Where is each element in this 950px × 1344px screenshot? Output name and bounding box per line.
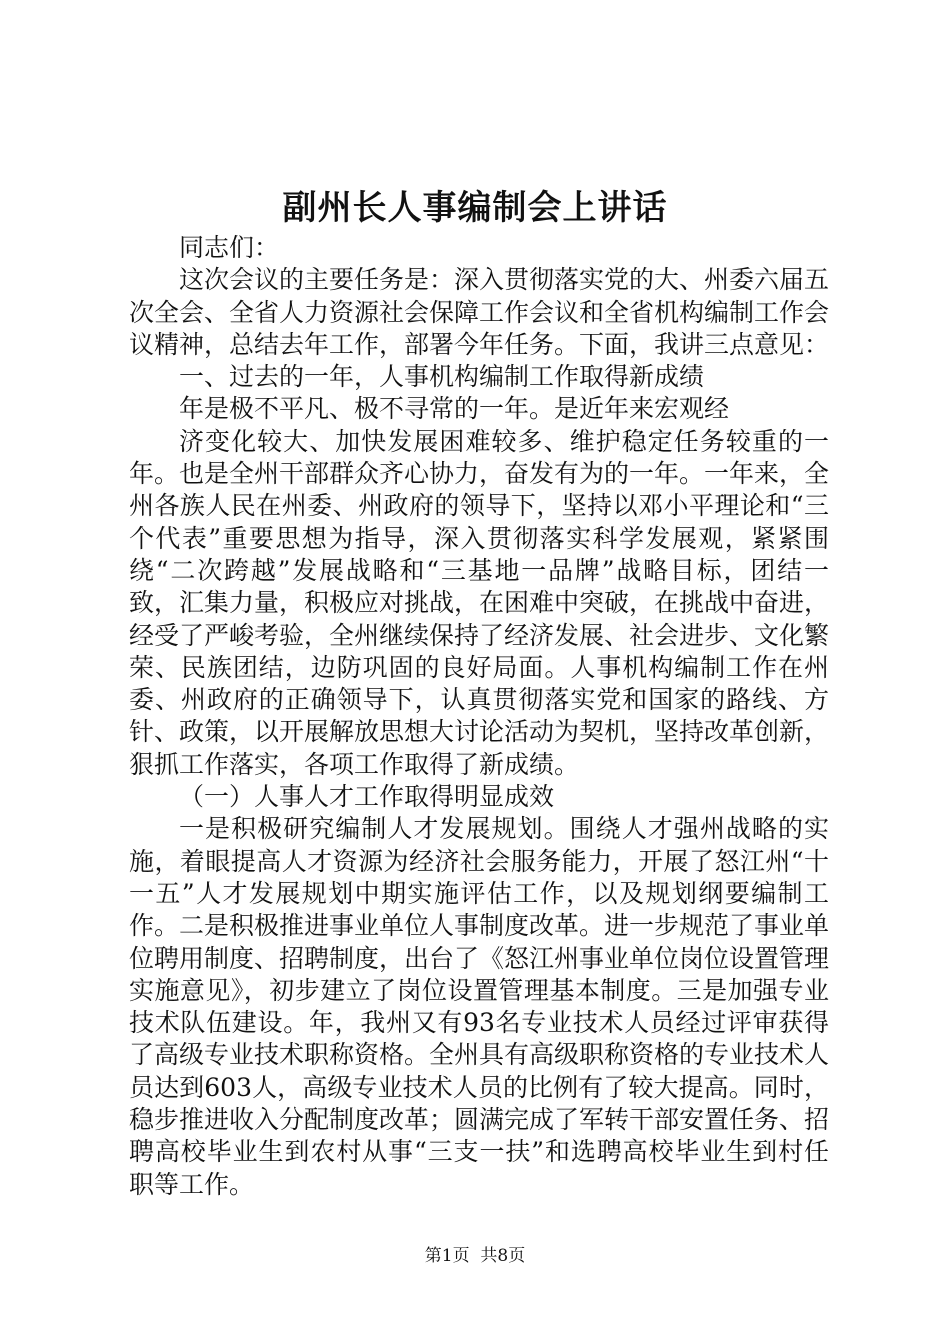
body-paragraph: 济变化较大、加快发展困难较多、维护稳定任务较重的一年。也是全州干部群众齐心协力，奋发有为的一年。一年来，全州各族人民在州委、州政府的领导下，坚持以邓小平理论和“三个代表”重要思想为指导，深入贯彻落实科学发展观，紧紧围绕“二次跨越”发展战略和“三基地一品牌”战略目标，团结一致，汇集力量，积极应对挑战，在困难中突破，在挑战中奋进，经受了严峻考验，全州继续保持了经济发展、社会进步、文化繁荣、民族团结，边防巩固的良好局面。人事机构编制工作在州委、州政府的正确领导下，认真贯彻落实党和国家的路线、方针、政策，以开展解放思想大讨论活动为契机，坚持改革创新，狠抓工作落实，各项工作取得了新成绩。 — [129, 426, 830, 779]
document-title: 副州长人事编制会上讲话 — [282, 188, 668, 228]
subsection-heading-1: （一）人事人才工作取得明显成效 — [179, 782, 555, 812]
document-body — [129, 232, 829, 1201]
salutation: 同志们： — [179, 233, 280, 262]
body-paragraph: 年是极不平凡、极不寻常的一年。是近年来宏观经 — [179, 394, 730, 424]
page-footer — [0, 1245, 950, 1267]
page-number: 第1页 — [424, 1246, 470, 1266]
section-heading-1: 一、过去的一年，人事机构编制工作取得新成绩 — [179, 362, 705, 392]
intro-paragraph: 这次会议的主要任务是：深入贯彻落实党的大、州委六届五次全会、全省人力资源社会保障工作会议和全省机构编制工作会议精神，总结去年工作，部署今年任务。下面，我讲三点意见： — [129, 265, 830, 359]
body-paragraph: 一是积极研究编制人才发展规划。围绕人才强州战略的实施，着眼提高人才资源为经济社会服务能力，开展了怒江州“十一五”人才发展规划中期实施评估工作，以及规划纲要编制工作。二是积极推进事业单位人事制度改革。进一步规范了事业单位聘用制度、招聘制度，出台了《怒江州事业单位岗位设置管理实施意见》，初步建立了岗位设置管理基本制度。三是加强专业技术队伍建设。年，我州又有93名专业技术人员经过评审获得了高级专业技术职称资格。全州具有高级职称资格的专业技术人员达到603人，高级专业技术人员的比例有了较大提高。同时，稳步推进收入分配制度改革；圆满完成了军转干部安置任务、招聘高校毕业生到农村从事“三支一扶”和选聘高校毕业生到村任职等工作。 — [129, 814, 830, 1199]
page-total: 共8页 — [480, 1246, 526, 1266]
